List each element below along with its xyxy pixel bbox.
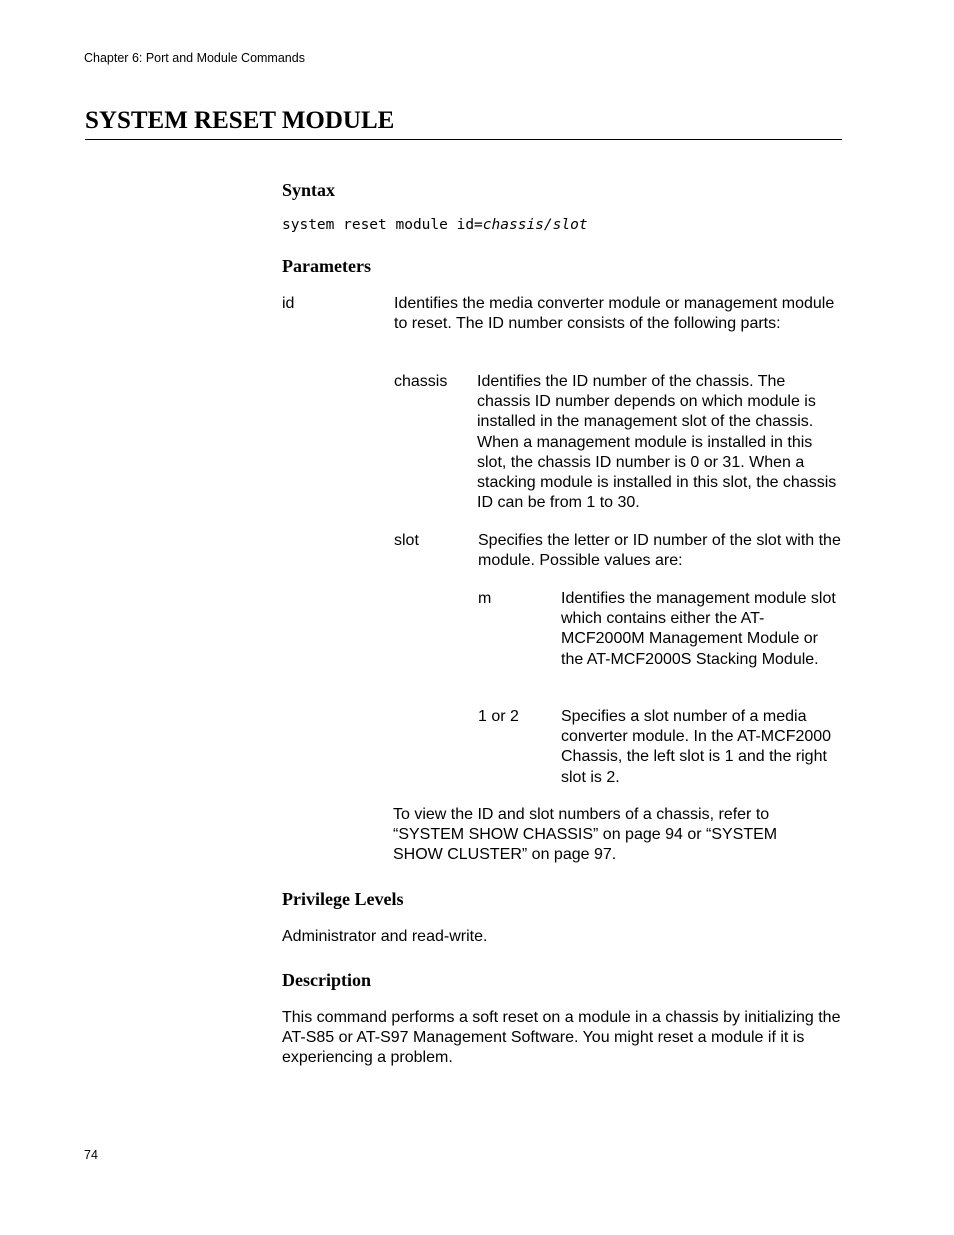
syntax-arg-chassis: chassis [482, 217, 544, 233]
param-id-description: Identifies the media converter module or management module to reset. The ID number consists of the following parts: [394, 295, 835, 333]
syntax-command [282, 217, 588, 233]
page-title: SYSTEM RESET MODULE [85, 106, 842, 140]
param-1or2-term: 1 or 2 [478, 708, 519, 725]
param-chassis-description: Identifies the ID number of the chassis. The chassis ID number depends on which module is installed in the management slot of the chassis. When a management module is installed in this slot, the chassis ID number is 0 or 31. When a stacking module is installed in this slot, the chassis ID can be from 1 to 30. [477, 373, 837, 512]
param-m-description: Identifies the management module slot which contains either the AT-MCF2000M Management Module or the AT-MCF2000S Stacking Module. [561, 590, 836, 668]
syntax-arg-slot: slot [552, 217, 588, 233]
description-text: This command performs a soft reset on a module in a chassis by initializing the AT-S85 or AT-S97 Management Software. You might reset a module if it is experiencing a problem. [282, 1009, 841, 1067]
parameters-heading: Parameters [282, 256, 371, 276]
privilege-heading: Privilege Levels [282, 889, 404, 909]
param-chassis-term: chassis [394, 373, 448, 390]
page-number: 74 [84, 1148, 98, 1162]
syntax-arg-separator: / [543, 217, 553, 233]
parameters-note: To view the ID and slot numbers of a chassis, refer to “SYSTEM SHOW CHASSIS” on page 94 or “SYSTEM SHOW CLUSTER” on page 97. [393, 806, 778, 864]
param-slot-term: slot [394, 532, 419, 549]
description-heading: Description [282, 970, 371, 990]
param-1or2-description: Specifies a slot number of a media converter module. In the AT-MCF2000 Chassis, the left slot is 1 and the right slot is 2. [561, 708, 832, 786]
syntax-command-prefix: system reset module id= [282, 217, 483, 233]
param-m-term: m [478, 590, 492, 607]
param-slot-description: Specifies the letter or ID number of the slot with the module. Possible values are: [478, 532, 841, 570]
syntax-heading: Syntax [282, 180, 336, 200]
running-header: Chapter 6: Port and Module Commands [84, 51, 305, 65]
privilege-text: Administrator and read-write. [282, 928, 488, 945]
param-id-term: id [282, 295, 295, 312]
